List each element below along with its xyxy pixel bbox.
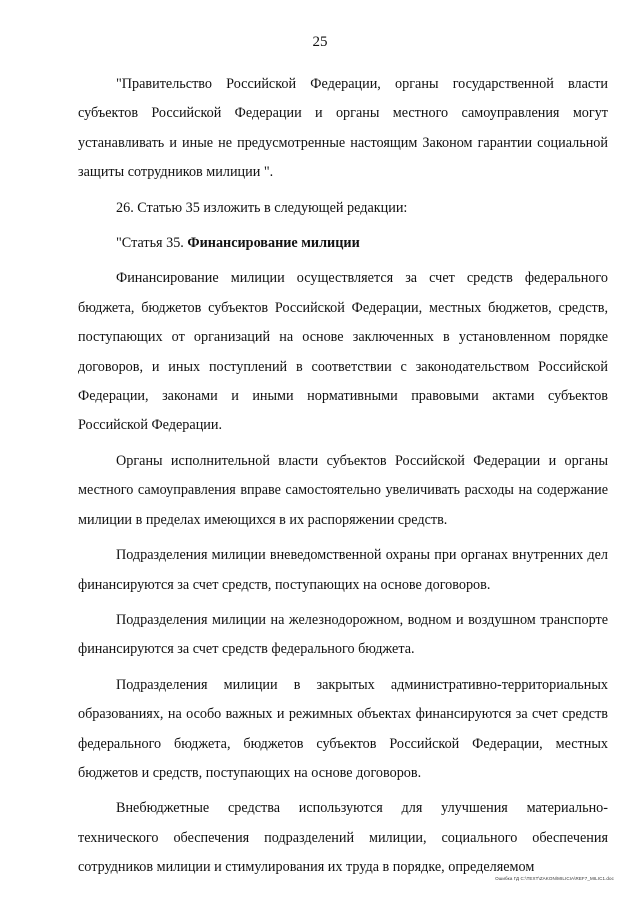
paragraph-extrabudgetary: Внебюджетные средства используются для улучшения материально-технического обеспечения подразделений милиции, социального обеспечения сотрудников милиции и стимулирования их труда в порядке, определяемом: [78, 800, 608, 876]
paragraph-financing-sources: Финансирование милиции осуществляется за счет средств федерального бюджета, бюджетов субъектов Российской Федерации, местных бюджетов, средств, поступающих от организаций на основе заключенных в установленном порядке договоров, и иных поступлений в соответствии с законодательством Российской Федерации, законами и иными нормативными правовыми актами субъектов Российской Федерации.: [78, 270, 608, 434]
footer-file-path: Ошибка ГД C:\TEXT\ZAKON\MILICIA\REF7_MILIC1.doc: [495, 876, 614, 881]
paragraph-guarantees: "Правительство Российской Федерации, органы государственной власти субъектов Российской Федерации и органы местного самоуправления могут устанавливать и иные не предусмотренные настоящим Законом гарантии социальной защиты сотрудников милиции ".: [78, 76, 608, 181]
paragraph-amendment-26: 26. Статью 35 изложить в следующей редакции:: [116, 199, 408, 216]
article-heading: [78, 229, 608, 258]
paragraph-transport-police: Подразделения милиции на железнодорожном, водном и воздушном транспорте финансируются за счет средств федерального бюджета.: [78, 611, 608, 658]
document-body: [78, 70, 608, 883]
article-heading-number: "Статья 35.: [116, 235, 188, 252]
article-heading-title: Финансирование милиции: [187, 235, 360, 252]
paragraph-private-security: Подразделения милиции вневедомственной охраны при органах внутренних дел финансируются за счет средств, поступающих на основе договоров.: [78, 547, 608, 593]
paragraph-closed-territories: Подразделения милиции в закрытых административно-территориальных образованиях, на особо важных и режимных объектах финансируются за счет средств федерального бюджета, бюджетов субъектов Российской Федерации, местных бюджетов и средств, поступающих на основе договоров.: [78, 676, 608, 781]
paragraph-executive-bodies: Органы исполнительной власти субъектов Российской Федерации и органы местного самоуправления вправе самостоятельно увеличивать расходы на содержание милиции в пределах имеющихся в их распоряжении средств.: [78, 452, 608, 528]
page-number: 25: [312, 34, 328, 50]
